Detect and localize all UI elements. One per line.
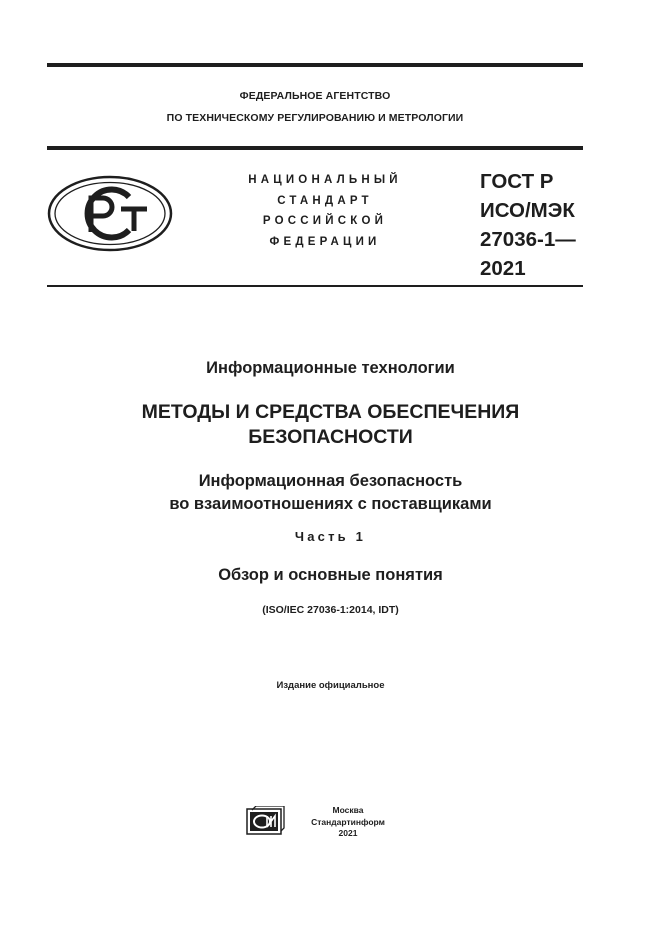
- publisher-info: [293, 805, 403, 840]
- title-category: Информационные технологии: [206, 359, 455, 377]
- part-title: Обзор и основные понятия: [218, 566, 443, 584]
- designation-line-2: ИСО/МЭК: [480, 199, 575, 222]
- designation-line-1: ГОСТ Р: [480, 170, 554, 193]
- title-main: [0, 400, 661, 450]
- standard-type-line-1: НАЦИОНАЛЬНЫЙ: [248, 174, 402, 186]
- designation-rule: [47, 285, 583, 287]
- part-label: Часть 1: [294, 529, 367, 544]
- designation-line-4: 2021: [480, 257, 526, 280]
- title-main-line-2: БЕЗОПАСНОСТИ: [248, 426, 413, 448]
- standard-designation: [480, 167, 600, 283]
- agency-line-2: ПО ТЕХНИЧЕСКОМУ РЕГУЛИРОВАНИЮ И МЕТРОЛОГИИ: [166, 112, 464, 124]
- agency-line-1: ФЕДЕРАЛЬНОЕ АГЕНТСТВО: [239, 90, 391, 102]
- standard-type-line-3: РОССИЙСКОЙ: [262, 215, 388, 227]
- edition-label: Издание официальное: [276, 680, 385, 691]
- publisher-name: Стандартинформ: [311, 816, 385, 827]
- title-main-line-1: МЕТОДЫ И СРЕДСТВА ОБЕСПЕЧЕНИЯ: [141, 401, 520, 423]
- standartinform-logo-icon: [246, 806, 286, 836]
- international-reference: (ISO/IEC 27036-1:2014, IDT): [262, 604, 399, 616]
- gost-r-certification-mark-icon: [47, 175, 173, 252]
- title-sub: [0, 470, 661, 516]
- title-sub-line-2: во взаимоотношениях с поставщиками: [169, 495, 492, 513]
- publisher-logo: [246, 806, 286, 836]
- header-rule: [47, 146, 583, 150]
- top-rule: [47, 63, 583, 67]
- designation-line-3: 27036-1—: [480, 228, 576, 251]
- publisher-year: 2021: [338, 828, 358, 838]
- publisher-city: Москва: [332, 805, 364, 815]
- standard-type-line-4: ФЕДЕРАЦИИ: [269, 235, 381, 248]
- title-sub-line-1: Информационная безопасность: [198, 472, 463, 490]
- standard-type-line-2: СТАНДАРТ: [277, 194, 373, 207]
- standard-type: [225, 170, 425, 252]
- gost-r-logo: [47, 175, 173, 252]
